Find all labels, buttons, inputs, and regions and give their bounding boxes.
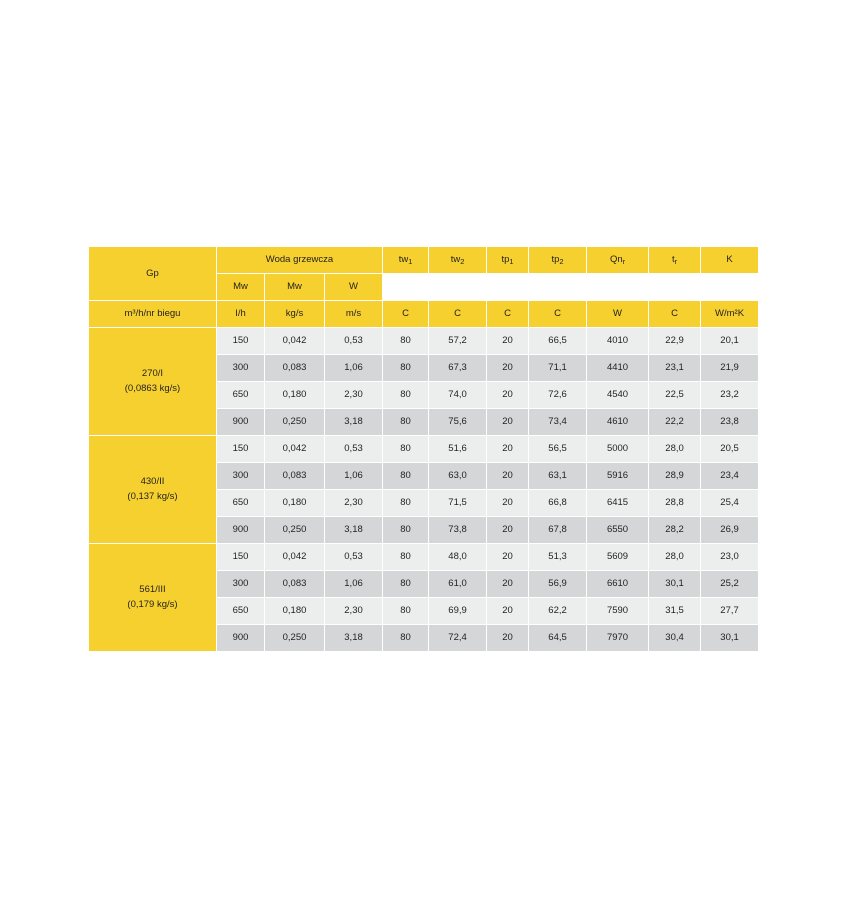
unit-mw-lh: I/h	[217, 301, 265, 328]
table-cell: 20	[487, 625, 529, 652]
table-cell: 4010	[587, 328, 649, 355]
table-container	[88, 246, 758, 652]
table-cell: 0,180	[265, 598, 325, 625]
table-cell: 28,0	[649, 436, 701, 463]
table-cell: 3,18	[325, 517, 383, 544]
table-cell: 20	[487, 463, 529, 490]
table-cell: 0,083	[265, 571, 325, 598]
table-cell: 20	[487, 544, 529, 571]
table-cell: 30,1	[701, 625, 759, 652]
table-cell: 56,9	[529, 571, 587, 598]
table-cell: 80	[383, 328, 429, 355]
table-cell: 20	[487, 355, 529, 382]
table-cell: 20,1	[701, 328, 759, 355]
table-cell: 20	[487, 571, 529, 598]
table-cell: 67,3	[429, 355, 487, 382]
table-cell: 48,0	[429, 544, 487, 571]
header-tw2: $tw_2$	[429, 247, 487, 274]
row-group-detail: (0,0863 kg/s)	[124, 382, 181, 394]
table-cell: 3,18	[325, 409, 383, 436]
table-cell: 0,53	[325, 328, 383, 355]
table-cell: 62,2	[529, 598, 587, 625]
row-group-header	[89, 328, 217, 436]
table-cell: 28,2	[649, 517, 701, 544]
header-tw1: $tw_1$	[383, 247, 429, 274]
table-cell: 4540	[587, 382, 649, 409]
row-group-detail: (0,137 kg/s)	[127, 490, 178, 502]
table-cell: 67,8	[529, 517, 587, 544]
row-group-header	[89, 436, 217, 544]
unit-w-ms: m/s	[325, 301, 383, 328]
table-units-row	[89, 301, 759, 328]
table-cell: 150	[217, 436, 265, 463]
table-cell: 73,8	[429, 517, 487, 544]
table-cell: 4610	[587, 409, 649, 436]
table-cell: 80	[383, 490, 429, 517]
table-cell: 6415	[587, 490, 649, 517]
header-group-woda-grzewcza: Woda grzewcza	[217, 247, 383, 274]
table-cell: 2,30	[325, 382, 383, 409]
table-cell: 22,2	[649, 409, 701, 436]
table-cell: 6610	[587, 571, 649, 598]
unit-mw-kgs: kg/s	[265, 301, 325, 328]
table-cell: 63,0	[429, 463, 487, 490]
table-cell: 0,53	[325, 544, 383, 571]
table-cell: 30,4	[649, 625, 701, 652]
table-cell: 57,2	[429, 328, 487, 355]
row-group-name: 270/I	[141, 368, 164, 380]
table-cell: 66,5	[529, 328, 587, 355]
table-cell: 300	[217, 355, 265, 382]
table-cell: 6550	[587, 517, 649, 544]
table-cell: 26,9	[701, 517, 759, 544]
unit-k: W/m²K	[701, 301, 759, 328]
table-cell: 51,3	[529, 544, 587, 571]
header-tp1: $tp_1$	[487, 247, 529, 274]
table-cell: 80	[383, 625, 429, 652]
table-cell: 20	[487, 598, 529, 625]
unit-tp1: C	[487, 301, 529, 328]
unit-gp: m³/h/nr biegu	[89, 301, 217, 328]
table-cell: 23,1	[649, 355, 701, 382]
table-cell: 2,30	[325, 598, 383, 625]
table-cell: 900	[217, 409, 265, 436]
row-group-name: 561/III	[139, 584, 166, 596]
table-row	[89, 436, 759, 463]
table-cell: 20	[487, 436, 529, 463]
table-cell: 22,5	[649, 382, 701, 409]
table-cell: 650	[217, 382, 265, 409]
table-cell: 80	[383, 571, 429, 598]
header-mw-kgs: Mw	[265, 274, 325, 301]
table-header-row-1	[89, 247, 759, 274]
table-cell: 650	[217, 490, 265, 517]
table-cell: 300	[217, 571, 265, 598]
table-cell: 0,180	[265, 382, 325, 409]
table-cell: 72,4	[429, 625, 487, 652]
table-cell: 71,1	[529, 355, 587, 382]
unit-qnr: W	[587, 301, 649, 328]
table-cell: 80	[383, 598, 429, 625]
table-cell: 150	[217, 544, 265, 571]
unit-tw1: C	[383, 301, 429, 328]
table-cell: 75,6	[429, 409, 487, 436]
heating-water-parameters-table	[88, 246, 759, 652]
table-cell: 5916	[587, 463, 649, 490]
table-cell: 51,6	[429, 436, 487, 463]
table-cell: 25,2	[701, 571, 759, 598]
table-cell: 20	[487, 490, 529, 517]
table-cell: 0,53	[325, 436, 383, 463]
table-cell: 650	[217, 598, 265, 625]
table-cell: 80	[383, 409, 429, 436]
table-cell: 0,180	[265, 490, 325, 517]
table-cell: 25,4	[701, 490, 759, 517]
unit-tp2: C	[529, 301, 587, 328]
table-cell: 1,06	[325, 571, 383, 598]
table-cell: 27,7	[701, 598, 759, 625]
table-cell: 80	[383, 517, 429, 544]
table-cell: 0,042	[265, 328, 325, 355]
table-cell: 21,9	[701, 355, 759, 382]
header-mw-lh: Mw	[217, 274, 265, 301]
unit-tr: C	[649, 301, 701, 328]
table-cell: 20,5	[701, 436, 759, 463]
table-cell: 0,042	[265, 544, 325, 571]
table-cell: 69,9	[429, 598, 487, 625]
header-w-ms: W	[325, 274, 383, 301]
table-cell: 300	[217, 463, 265, 490]
table-cell: 2,30	[325, 490, 383, 517]
table-cell: 71,5	[429, 490, 487, 517]
table-cell: 20	[487, 382, 529, 409]
table-cell: 20	[487, 517, 529, 544]
table-cell: 31,5	[649, 598, 701, 625]
table-cell: 72,6	[529, 382, 587, 409]
table-body	[89, 328, 759, 652]
table-cell: 80	[383, 463, 429, 490]
table-cell: 0,083	[265, 463, 325, 490]
table-cell: 74,0	[429, 382, 487, 409]
table-cell: 28,9	[649, 463, 701, 490]
table-cell: 900	[217, 517, 265, 544]
table-cell: 30,1	[649, 571, 701, 598]
table-cell: 23,2	[701, 382, 759, 409]
table-cell: 56,5	[529, 436, 587, 463]
table-row	[89, 328, 759, 355]
header-k: K	[701, 247, 759, 274]
table-cell: 7970	[587, 625, 649, 652]
table-cell: 28,8	[649, 490, 701, 517]
table-cell: 28,0	[649, 544, 701, 571]
table-cell: 23,0	[701, 544, 759, 571]
table-cell: 0,250	[265, 625, 325, 652]
table-cell: 900	[217, 625, 265, 652]
table-cell: 80	[383, 544, 429, 571]
table-cell: 5609	[587, 544, 649, 571]
table-cell: 3,18	[325, 625, 383, 652]
table-cell: 63,1	[529, 463, 587, 490]
table-row	[89, 544, 759, 571]
table-cell: 7590	[587, 598, 649, 625]
table-cell: 0,042	[265, 436, 325, 463]
table-cell: 4410	[587, 355, 649, 382]
table-cell: 64,5	[529, 625, 587, 652]
row-group-detail: (0,179 kg/s)	[127, 598, 178, 610]
table-cell: 80	[383, 355, 429, 382]
header-gp	[89, 247, 217, 301]
table-cell: 80	[383, 436, 429, 463]
table-cell: 1,06	[325, 355, 383, 382]
table-cell: 22,9	[649, 328, 701, 355]
table-cell: 20	[487, 409, 529, 436]
header-gp-label: Gp	[146, 267, 159, 279]
table-cell: 66,8	[529, 490, 587, 517]
header-tp2: $tp_2$	[529, 247, 587, 274]
row-group-header	[89, 544, 217, 652]
table-cell: 5000	[587, 436, 649, 463]
unit-tw2: C	[429, 301, 487, 328]
table-cell: 80	[383, 382, 429, 409]
table-cell: 0,083	[265, 355, 325, 382]
table-cell: 0,250	[265, 517, 325, 544]
table-cell: 73,4	[529, 409, 587, 436]
table-cell: 150	[217, 328, 265, 355]
table-cell: 1,06	[325, 463, 383, 490]
table-cell: 23,8	[701, 409, 759, 436]
header-qnr: $Qn_r$	[587, 247, 649, 274]
header-tr: $t_r$	[649, 247, 701, 274]
table-cell: 0,250	[265, 409, 325, 436]
table-cell: 23,4	[701, 463, 759, 490]
row-group-name: 430/II	[140, 476, 165, 488]
table-cell: 20	[487, 328, 529, 355]
table-cell: 61,0	[429, 571, 487, 598]
